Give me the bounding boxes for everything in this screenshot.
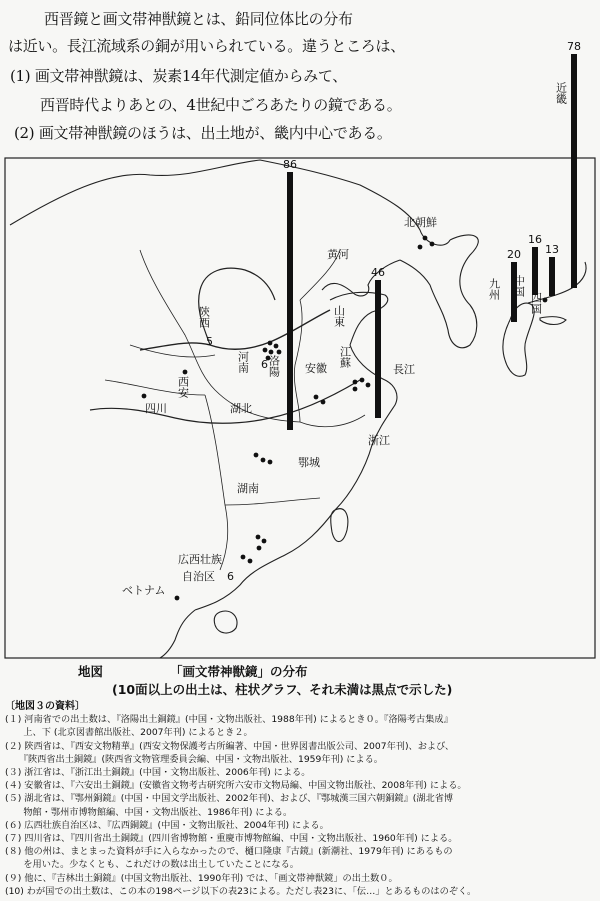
label-sichuan: 四川 — [145, 402, 167, 415]
map-caption-subtitle: (10面以上の出土は、柱状グラフ、それ未満は黒点で示した) — [112, 682, 453, 697]
label-guangxi-2: 自治区 — [182, 570, 215, 583]
label-vietnam: ベトナム — [122, 584, 166, 597]
label-zhejiang: 浙江 — [368, 434, 390, 447]
bar-value-label-shikoku: 13 — [545, 243, 559, 256]
label-ezhou: 鄂城 — [298, 456, 320, 469]
label-guangxi: 広西壮族 — [178, 553, 222, 566]
label-shaanxi-count: 5 — [206, 335, 213, 348]
bar-luoyang — [287, 172, 293, 430]
label-changjiang: 長江 — [393, 363, 415, 376]
label-luoyang: 洛陽 — [267, 355, 281, 377]
source-note: (６) 広西壮族自治区は、『広西銅鏡』(中国・文物出版社、2004年刊) による。 — [5, 819, 329, 831]
label-xian: 西安 — [176, 376, 190, 398]
source-note: (２) 陝西省は、『西安文物精華』(西安文物保護考古所編著、中国・世界図書出版公司、2007年刊)、および、 — [5, 740, 455, 752]
bar-kinki — [571, 54, 577, 288]
source-note: (１) 河南省での出土数は、『洛陽出土銅鏡』(中国・文物出版社、1988年刊) によるとき０。『洛陽考古集成』 — [5, 714, 453, 726]
bar-zhejiang — [375, 280, 381, 418]
source-notes-header: 〔地図３の資料〕 — [5, 701, 85, 712]
bar-value-label-zhejiang: 46 — [371, 266, 385, 279]
source-note: (９) 他に、『吉林出土銅鏡』(中国文物出版社、1990年刊) では、「画文帯神獣鏡」の出土数０。 — [5, 872, 398, 884]
label-shandong: 山東 — [332, 305, 346, 327]
source-note: (３) 浙江省は、『浙江出土銅鏡』(中国・文物出版社、2006年刊) による。 — [5, 767, 311, 779]
source-note: 上、下 (北京図書館出版社、2007年刊) によるとき２。 — [5, 727, 253, 739]
source-note: を用いた。少なくとも、これだけの数は出土していたことになる。 — [5, 859, 299, 871]
bar-value-label-kinki: 78 — [567, 40, 581, 53]
map-frame — [5, 158, 595, 658]
handwritten-note-line-1: 西晋鏡と画文帯神獣鏡とは、鉛同位体比の分布 — [44, 10, 353, 28]
map-caption-title: 「画文帯神獣鏡」の分布 — [170, 664, 308, 679]
handwritten-note-line-3: (1) 画文帯神獣鏡は、炭素14年代測定値からみて、 — [10, 67, 348, 85]
label-hubei: 湖北 — [230, 402, 252, 415]
bar-value-label-chugoku: 16 — [528, 233, 542, 246]
source-notes — [5, 700, 597, 898]
label-kinki: 近畿 — [554, 82, 568, 104]
handwritten-note-line-4: 西晋時代よりあとの、4世紀中ごろあたりの鏡である。 — [40, 96, 402, 114]
source-note: 『陝西省出土銅鏡』(陝西省文物管理委員会編、中国・文物出版社、1959年刊) による。 — [5, 753, 383, 765]
bar-shikoku — [549, 257, 555, 296]
label-henan-count: 6 — [261, 358, 268, 371]
source-note: (10) わが国での出土数は、この本の198ページ以下の表23による。ただし表23に、「伝…」とあるものはのぞく。 — [5, 885, 477, 897]
label-shikoku: 四国 — [529, 292, 543, 314]
label-guangxi-count: 6 — [227, 570, 234, 583]
source-note: (４) 安徽省は、『六安出土銅鏡』(安徽省文物考古研究所六安市文物局編、中国文物出版社、2008年刊) による。 — [5, 780, 467, 792]
label-chugoku: 中国 — [512, 275, 526, 297]
label-henan: 河南 — [236, 351, 250, 373]
label-yellow-river: 黄河 — [327, 248, 349, 261]
label-north-korea: 北朝鮮 — [404, 216, 437, 229]
label-anhui: 安徽 — [305, 362, 327, 375]
handwritten-note-line-5: (2) 画文帯神獣鏡のほうは、出土地が、畿内中心である。 — [14, 124, 392, 142]
label-shaanxi: 陝西 — [197, 306, 211, 328]
bar-columns — [283, 40, 581, 430]
source-note: (５) 湖北省は、『鄂州銅鏡』(中国・中国文学出版社、2002年刊)、および、『鄂城漢三国六朝銅鏡』(湖北省博 — [5, 793, 454, 805]
bar-value-label-luoyang: 86 — [283, 158, 297, 171]
bar-value-label-kyushu: 20 — [507, 248, 521, 261]
label-kyushu: 九州 — [487, 278, 501, 300]
handwritten-note-line-2: は近い。長江流域系の銅が用いられている。違うところは、 — [8, 37, 405, 55]
bar-chugoku — [532, 247, 538, 295]
map-caption-prefix: 地図 — [78, 664, 104, 679]
source-note: (８) 他の州は、まとまった資料が手に入らなかったので、樋口隆康『古鏡』(新潮社、1979年刊) にあるもの — [5, 846, 453, 858]
label-jiangsu: 江蘇 — [338, 346, 352, 368]
map-labels — [122, 82, 568, 597]
source-note: 物館・鄂州市博物館編、中国・文物出版社、1986年刊) による。 — [5, 806, 293, 818]
source-note: (７) 四川省は、『四川省出土銅鏡』(四川省博物館・重慶市博物館編、中国・文物出版社、1960年刊) による。 — [5, 833, 458, 845]
label-hunan: 湖南 — [237, 482, 259, 495]
